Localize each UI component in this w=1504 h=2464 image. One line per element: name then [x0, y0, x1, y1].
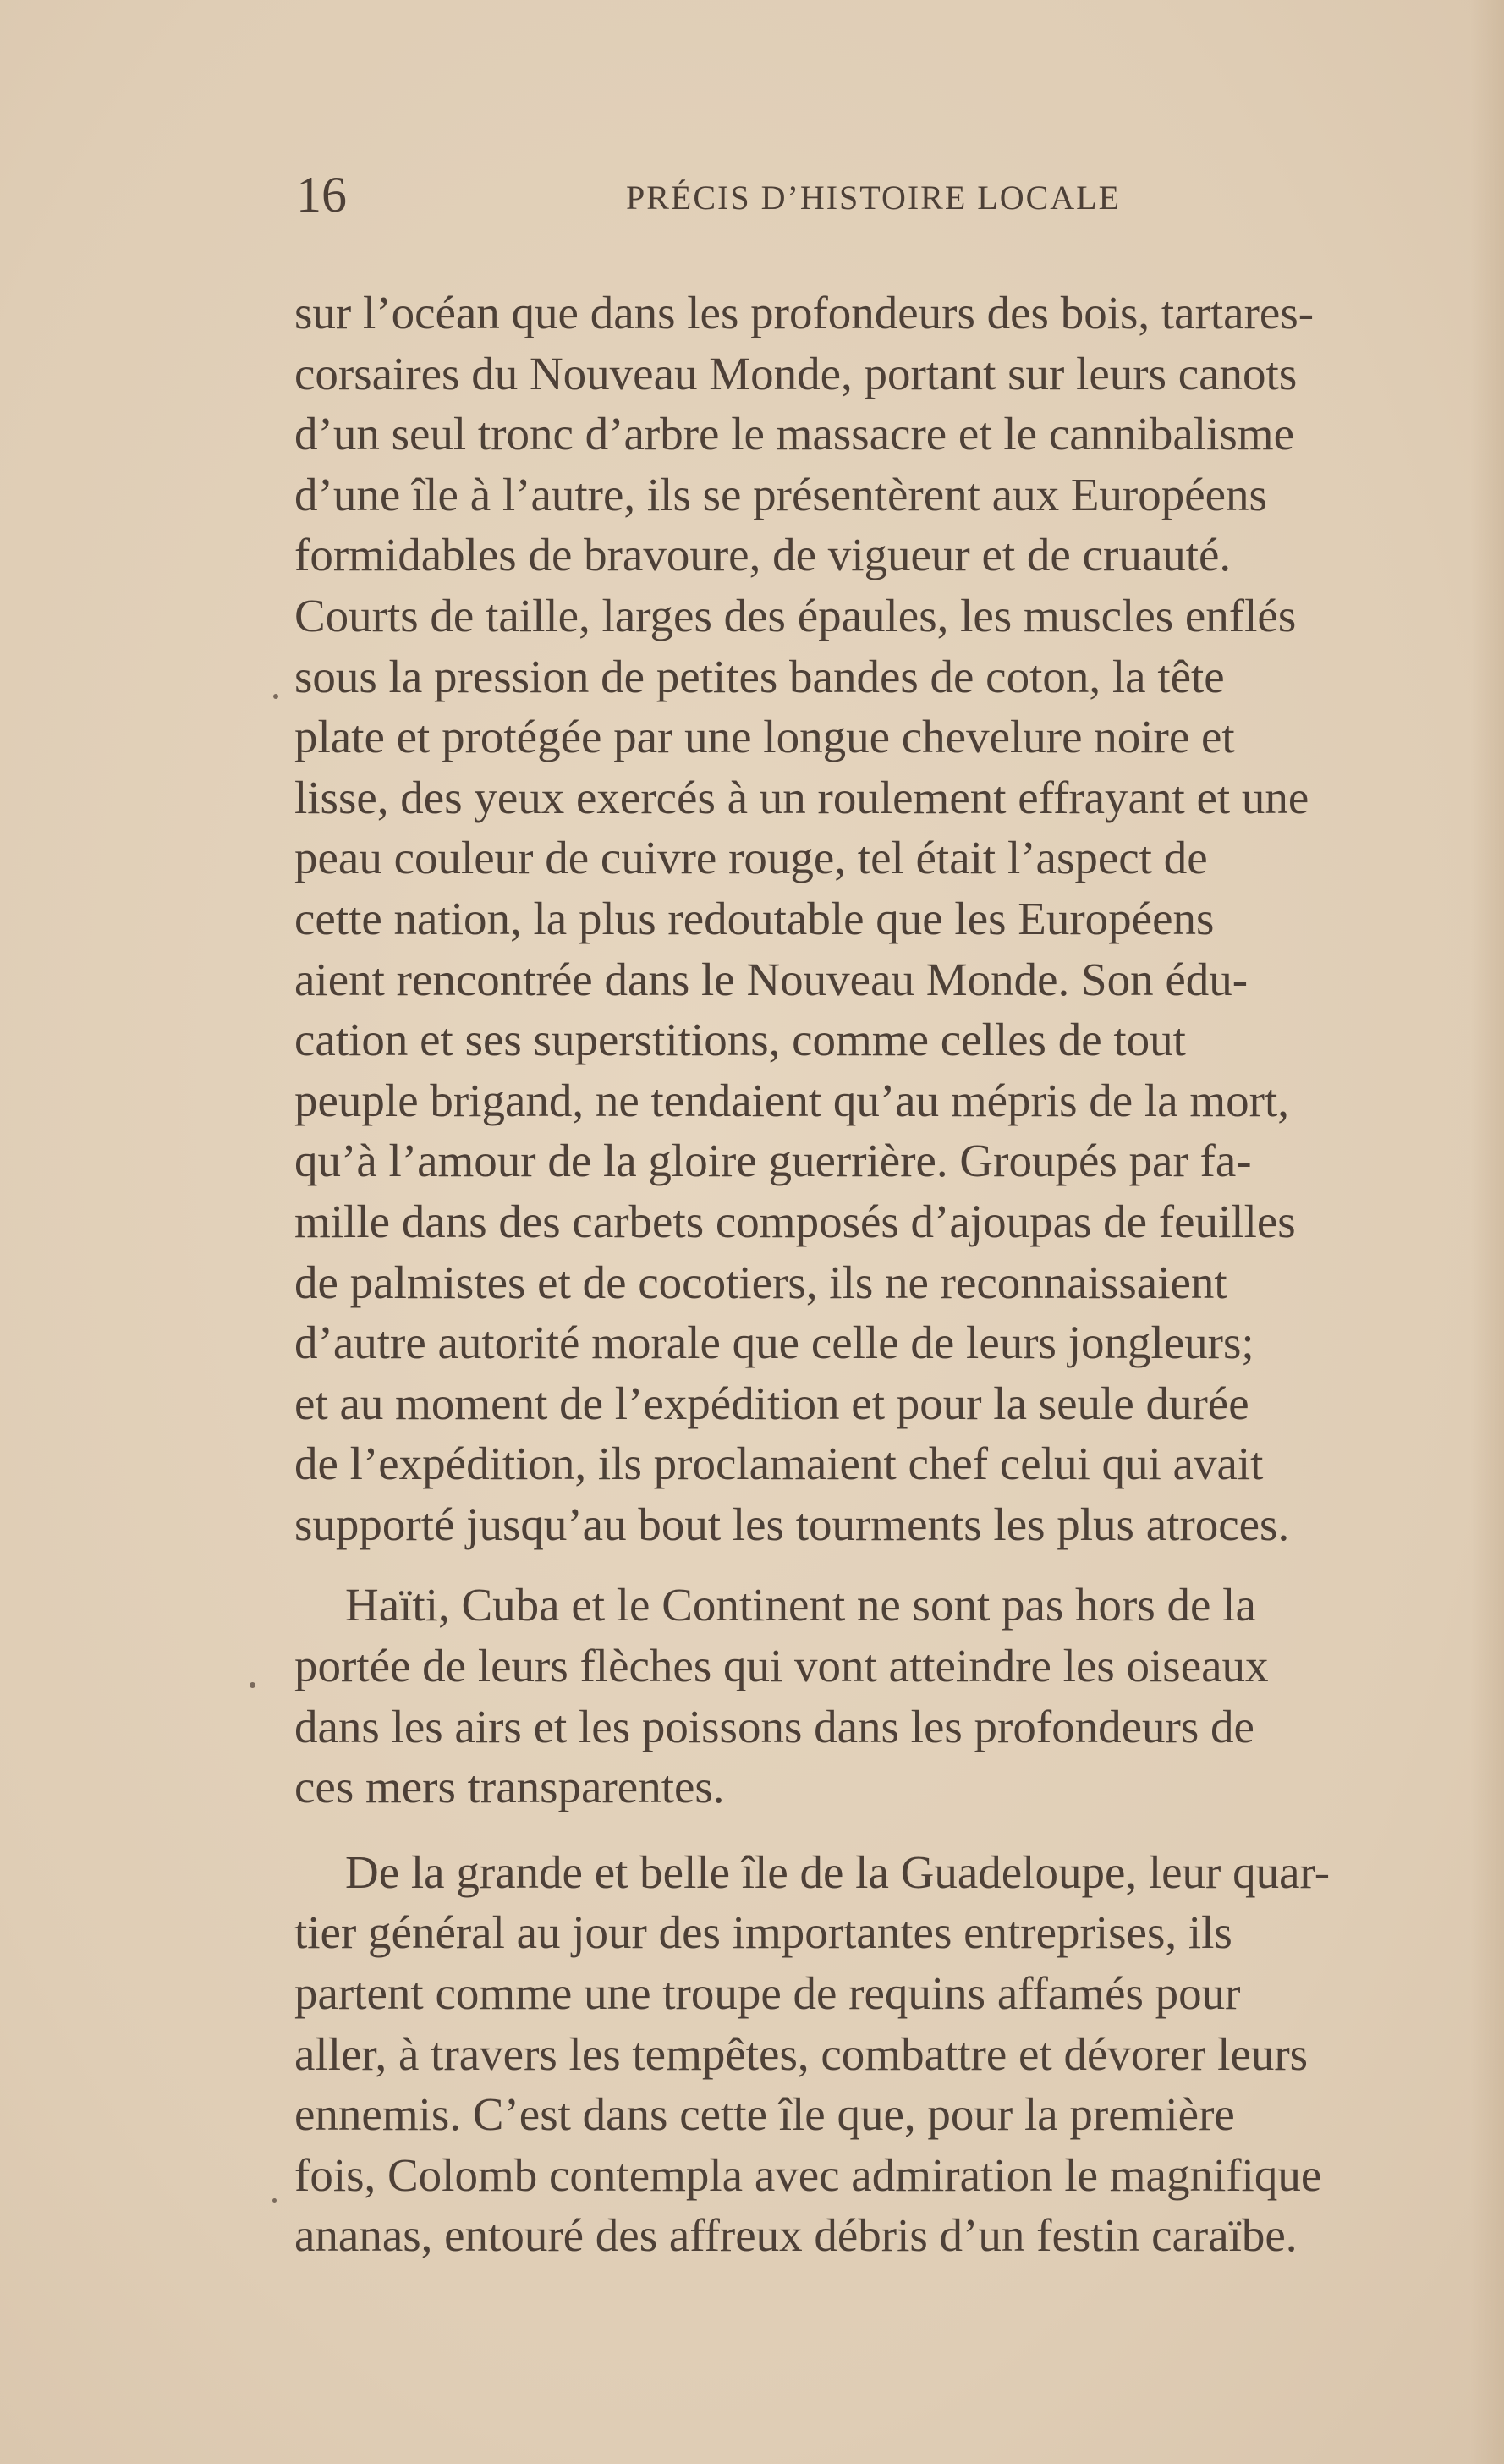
- text-line: de palmistes et de cocotiers, ils ne reconnaissaient: [294, 1256, 1227, 1308]
- text-line: cation et ses superstitions, comme celles de tout: [294, 1014, 1186, 1066]
- paragraph-3: [294, 1842, 1419, 2266]
- text-line: mille dans des carbets composés d’ajoupas de feuilles: [294, 1195, 1296, 1247]
- page-edge-shadow: [1470, 0, 1504, 2464]
- text-line: et au moment de l’expédition et pour la seule durée: [294, 1377, 1249, 1429]
- text-line: Haïti, Cuba et le Continent ne sont pas hors de la: [345, 1579, 1256, 1631]
- page-header: [296, 165, 1150, 224]
- text-line: supporté jusqu’au bout les tourments les plus atroces.: [294, 1498, 1290, 1550]
- ink-speck: [273, 694, 278, 699]
- text-line: d’autre autorité morale que celle de leurs jongleurs;: [294, 1317, 1254, 1369]
- text-line: Courts de taille, larges des épaules, les muscles enflés: [294, 589, 1297, 641]
- text-line: plate et protégée par une longue chevelure noire et: [294, 711, 1235, 763]
- text-line: ennemis. C’est dans cette île que, pour la première: [294, 2088, 1235, 2141]
- text-line: ces mers transparentes.: [294, 1761, 725, 1813]
- paragraph-2: [294, 1575, 1419, 1817]
- text-line: aller, à travers les tempêtes, combattre et dévorer leurs: [294, 2027, 1309, 2080]
- text-line: peau couleur de cuivre rouge, tel était l’aspect de: [294, 832, 1208, 884]
- text-line: peuple brigand, ne tendaient qu’au mépris de la mort,: [294, 1074, 1290, 1126]
- text-line: De la grande et belle île de la Guadeloupe, leur quar-: [345, 1845, 1331, 1898]
- text-line: fois, Colomb contempla avec admiration le magnifique: [294, 2148, 1322, 2201]
- text-line: dans les airs et les poissons dans les profondeurs de: [294, 1700, 1254, 1752]
- text-line: de l’expédition, ils proclamaient chef celui qui avait: [294, 1438, 1264, 1490]
- text-line: corsaires du Nouveau Monde, portant sur leurs canots: [294, 347, 1298, 399]
- text-line: sur l’océan que dans les profondeurs des bois, tartares-: [294, 287, 1315, 338]
- running-head: PRÉCIS D’HISTOIRE LOCALE: [626, 179, 1122, 217]
- text-line: partent comme une troupe de requins affamés pour: [294, 1967, 1241, 2020]
- text-line: qu’à l’amour de la gloire guerrière. Groupés par fa-: [294, 1135, 1252, 1187]
- ink-speck: [272, 2198, 277, 2203]
- text-line: aient rencontrée dans le Nouveau Monde. Son édu-: [294, 953, 1249, 1005]
- ink-speck: [250, 1682, 255, 1688]
- body-text: [294, 283, 1419, 2266]
- text-line: formidables de bravoure, de vigueur et de cruauté.: [294, 529, 1232, 581]
- paragraph-1: [294, 283, 1419, 1554]
- text-line: sous la pression de petites bandes de coton, la tête: [294, 650, 1225, 702]
- text-line: d’un seul tronc d’arbre le massacre et le cannibalisme: [294, 408, 1294, 460]
- text-line: tier général au jour des importantes entreprises, ils: [294, 1906, 1232, 1959]
- text-line: cette nation, la plus redoutable que les Européens: [294, 892, 1215, 944]
- text-line: lisse, des yeux exercés à un roulement effrayant et une: [294, 771, 1309, 823]
- text-line: ananas, entouré des affreux débris d’un festin caraïbe.: [294, 2209, 1298, 2262]
- text-line: d’une île à l’autre, ils se présentèrent aux Européens: [294, 468, 1267, 520]
- page-number: 16: [296, 167, 347, 223]
- text-line: portée de leurs flèches qui vont atteindre les oiseaux: [294, 1640, 1269, 1692]
